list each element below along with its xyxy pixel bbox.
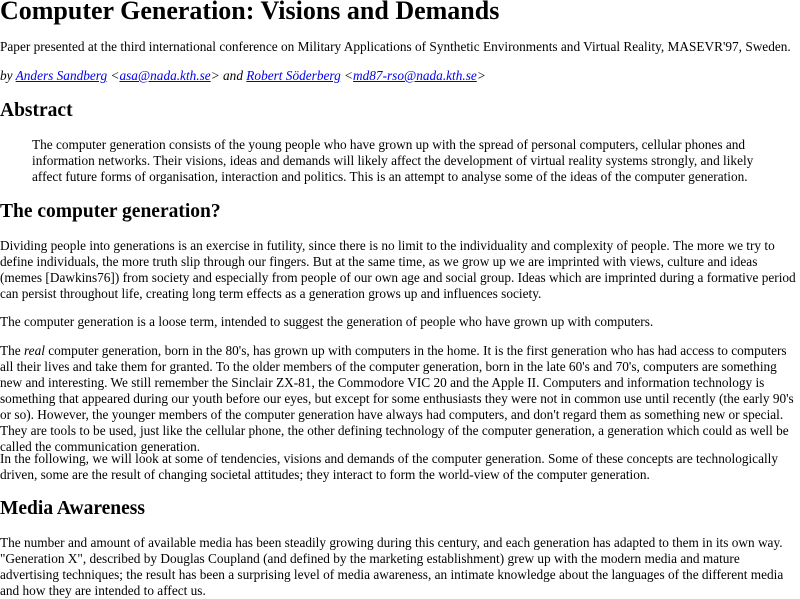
email-link-sandberg[interactable]: asa@nada.kth.se — [119, 68, 211, 83]
section1-paragraph-1: Dividing people into generations is an exercise in futility, since there is no limit to the individuality and complexity of people. The more we try to define individuals, the more truth slip through our fingers. But at the same time, as we grow up we are imprinted with views, culture and ideas (memes [Dawkins76]) from society and especially from people of our own age and social group. Ideas which are imprinted during a formative period can persist throughout life, creating long term effects as a generation grows up and influences society. — [0, 238, 796, 301]
byline-gt-and: > and — [210, 68, 243, 83]
author-link-sandberg[interactable]: Anders Sandberg — [15, 68, 108, 83]
section2-paragraph-1: The number and amount of available media has been steadily growing during this century, and each generation has adapted to them in its own way. "Generation X", described by Douglas Coupland (and defined by the marketing establishment) grew up with the modern media and mature advertising techniques; the result has been a surprising level of media awareness, an intimate knowledge about the languages of the different media and how they are intended to affect us. — [0, 535, 784, 598]
section1-paragraph-3 — [0, 343, 798, 455]
email-link-soderberg[interactable]: md87-rso@nada.kth.se — [353, 68, 477, 83]
section-heading-media-awareness: Media Awareness — [0, 498, 145, 519]
author-byline — [0, 68, 798, 84]
byline-lt-1: < — [110, 68, 120, 83]
page-title: Computer Generation: Visions and Demands — [0, 0, 500, 25]
p3-pre: The — [0, 343, 24, 358]
p3-emphasis: real — [24, 343, 45, 358]
abstract-heading: Abstract — [0, 100, 73, 121]
section-heading-computer-generation: The computer generation? — [0, 201, 221, 222]
abstract-text: The computer generation consists of the young people who have grown up with the spread of personal computers, cellular phones and information networks. Their visions, ideas and demands will likely affect the development of virtual reality systems strongly, and likely affect future forms of organisation, interaction and politics. This is an attempt to analyse some of the ideas of the computer generation. — [32, 137, 754, 184]
byline-gt-2: > — [476, 68, 486, 83]
p3-post: computer generation, born in the 80's, has grown up with computers in the home. It is the first generation who has had access to computers all their lives and take them for granted. To the older members of the computer generation, born in the late 60's and 70's, computers are something new and interesting. We still remember the Sinclair ZX-81, the Commodore VIC 20 and the Apple II. Computers and information technology is something that appeared during our youth before our eyes, but except for some enthusiasts they were not in common use until recently (the early 90's or so). However, the younger members of the computer generation have always had computers, and don't regard them as something new or special. They are tools to be used, just like the cellular phone, the other defining technology of the computer generation, a generation which could as well be called the communication generation. — [0, 343, 794, 454]
section1-paragraph-2: The computer generation is a loose term, intended to suggest the generation of people who have grown up with computers. — [0, 314, 654, 329]
byline-by: by — [0, 68, 13, 83]
presentation-note: Paper presented at the third international conference on Military Applications of Synthetic Environments and Virtual Reality, MASEVR'97, Sweden. — [0, 39, 791, 54]
byline-lt-2: < — [344, 68, 354, 83]
author-link-soderberg[interactable]: Robert Söderberg — [246, 68, 341, 83]
section1-paragraph-4: In the following, we will look at some of tendencies, visions and demands of the computer generation. Some of these concepts are technologically driven, some are the result of changing societal attitudes; they interact to form the world-view of the computer generation. — [0, 451, 779, 482]
